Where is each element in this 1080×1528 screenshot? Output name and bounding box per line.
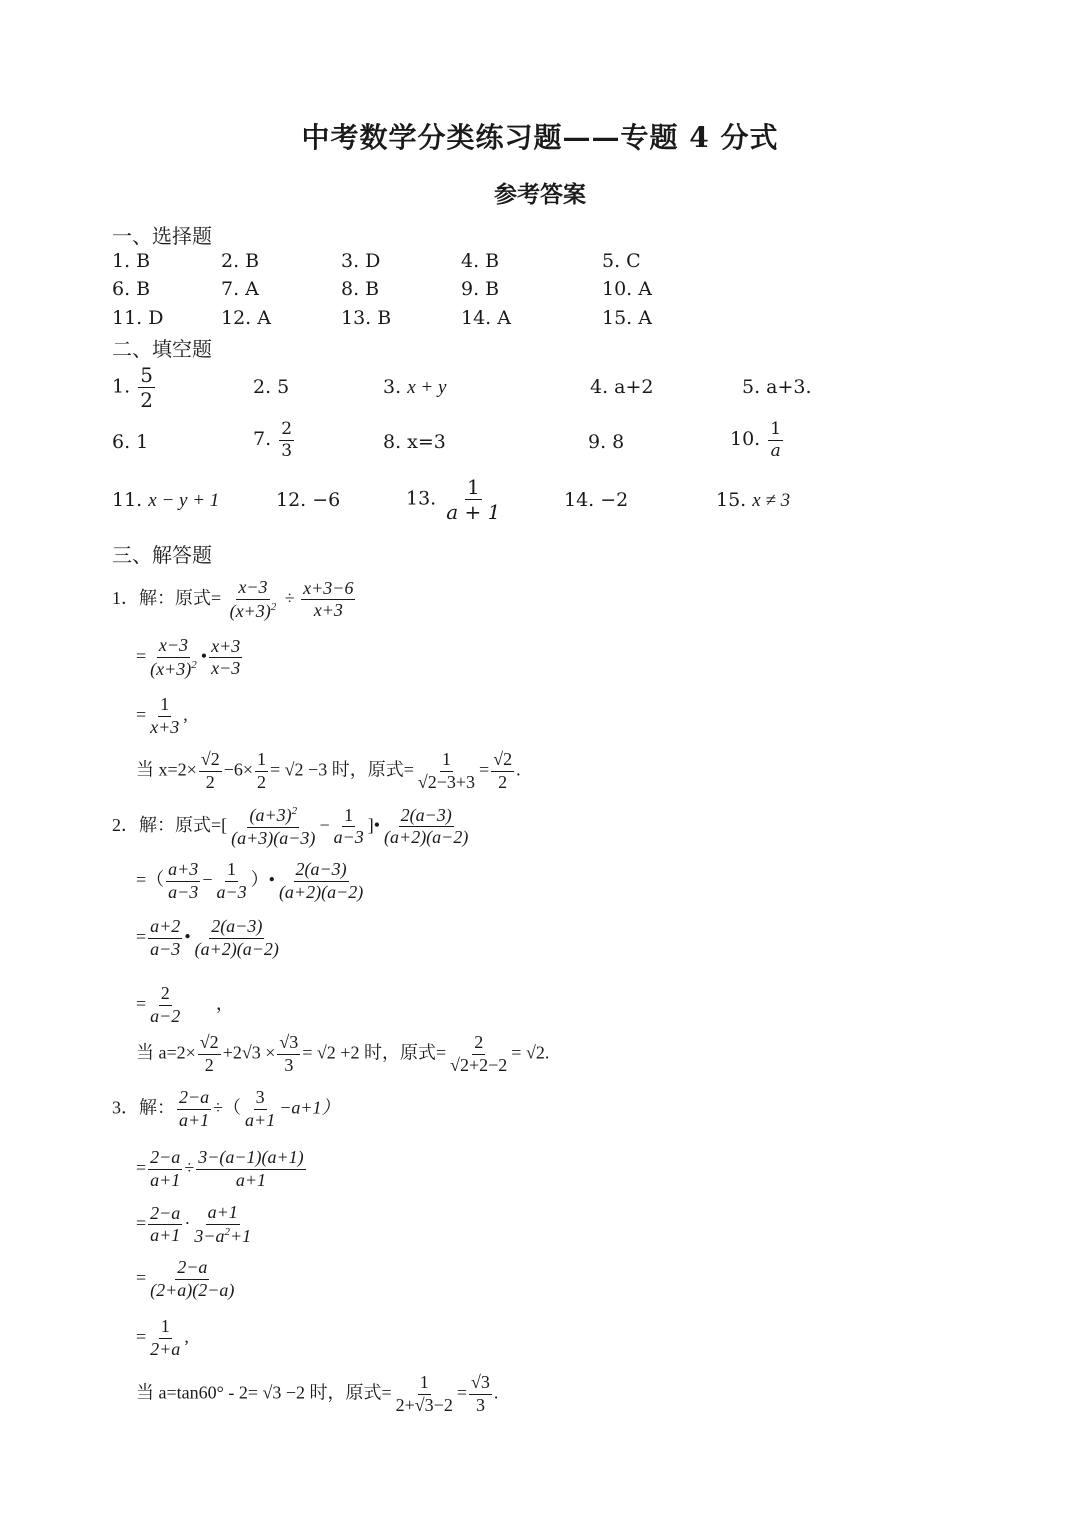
fill-answer-12: 12. −6 bbox=[276, 489, 341, 511]
p2-line4: = $\frac{2}{a-2}$ ， bbox=[136, 983, 234, 1026]
p1-line2: = $\frac{x-3}{(x+3)^2}$ • $\frac{x+3}{x-3}$ bbox=[136, 635, 241, 679]
choice-answer-10: 10. A bbox=[602, 278, 652, 300]
fill-answer-7: 7. $\frac{2}{3}$ bbox=[253, 419, 293, 461]
choice-answer-2: 2. B bbox=[221, 250, 260, 272]
fill-answer-3: 3. x + y bbox=[383, 376, 447, 398]
p3-line4: = $\frac{2-a}{(2+a)(2-a)}$ bbox=[136, 1257, 235, 1300]
fill-answer-8: 8. x=3 bbox=[383, 431, 446, 453]
fill-answer-11: 11. x − y + 1 bbox=[112, 489, 220, 511]
page-title: 中考数学分类练习题——专题 4 分式 bbox=[301, 121, 779, 154]
fill-answer-14: 14. −2 bbox=[564, 489, 629, 511]
fill-answer-4: 4. a+2 bbox=[590, 376, 654, 398]
choice-answer-8: 8. B bbox=[341, 278, 380, 300]
choice-answer-15: 15. A bbox=[602, 307, 652, 329]
fill-answer-13: 13. $\frac{1}{a + 1}$ bbox=[406, 475, 501, 524]
fill-answer-10: 10. $\frac{1}{a}$ bbox=[730, 419, 782, 461]
fill-answer-9: 9. 8 bbox=[588, 431, 625, 453]
section1-heading: 一、选择题 bbox=[112, 224, 212, 248]
choice-answer-11: 11. D bbox=[112, 307, 164, 329]
p2-line1: 2．解：原式=[ $\frac{(a+3)^2}{(a+3)(a-3)}$ − $\frac{1}{a-3}$ ]• $\frac{2(a-3)}{(a+2)(a-2)}$ bbox=[112, 804, 469, 848]
page-subtitle: 参考答案 bbox=[494, 181, 586, 208]
p2-condition: 当 a=2× $\frac{√2}{2}$ +2√3 × $\frac{√3}{3}$ = √2 +2 时，原式= $\frac{2}{√2+2-2}$ = √2. bbox=[136, 1032, 550, 1075]
p3-line2: = $\frac{2-a}{a+1}$ ÷ $\frac{3-(a-1)(a+1)}{a+1}$ bbox=[136, 1147, 304, 1190]
fill-answer-2: 2. 5 bbox=[253, 376, 290, 398]
fill-answer-15: 15. x ≠ 3 bbox=[716, 489, 791, 511]
p3-line1: 3．解： $\frac{2-a}{a+1}$ ÷（ $\frac{3}{a+1}$ −a+1） bbox=[112, 1087, 340, 1130]
fill-answer-1: 1. $\frac{5}{2}$ bbox=[112, 363, 153, 412]
section3-heading: 三、解答题 bbox=[112, 543, 212, 567]
choice-answer-6: 6. B bbox=[112, 278, 151, 300]
p3-condition: 当 a=tan60° - 2= √3 −2 时，原式= $\frac{1}{2+√3-2}$ = $\frac{√3}{3}$ . bbox=[136, 1372, 499, 1415]
p2-line2: =（ $\frac{a+3}{a-3}$ − $\frac{1}{a-3}$ ）• $\frac{2(a-3)}{(a+2)(a-2)}$ bbox=[136, 859, 364, 902]
choice-answer-1: 1. B bbox=[112, 250, 151, 272]
p3-line5: = $\frac{1}{2+a}$ , bbox=[136, 1316, 189, 1359]
choice-answer-9: 9. B bbox=[461, 278, 500, 300]
section2-heading: 二、填空题 bbox=[112, 337, 212, 361]
fill-answer-6: 6. 1 bbox=[112, 431, 149, 453]
p2-line3: = $\frac{a+2}{a-3}$ • $\frac{2(a-3)}{(a+2)(a-2)}$ bbox=[136, 916, 279, 959]
fill-answer-5: 5. a+3. bbox=[742, 376, 812, 398]
choice-answer-4: 4. B bbox=[461, 250, 500, 272]
choice-answer-3: 3. D bbox=[341, 250, 381, 272]
choice-answer-14: 14. A bbox=[461, 307, 511, 329]
choice-answer-12: 12. A bbox=[221, 307, 271, 329]
choice-answer-13: 13. B bbox=[341, 307, 392, 329]
p1-line1: 1．解：原式= $\frac{x-3}{(x+3)^2}$ ÷ $\frac{x+3-6}{x+3}$ bbox=[112, 577, 354, 621]
choice-answer-7: 7. A bbox=[221, 278, 259, 300]
p1-condition: 当 x=2× $\frac{√2}{2}$ −6× $\frac{1}{2}$ = √2 −3 时，原式= $\frac{1}{√2-3+3}$ = $\frac{√2}{2}$ . bbox=[136, 749, 521, 792]
p1-line3: = $\frac{1}{x+3}$ , bbox=[136, 694, 188, 737]
p3-line3: = $\frac{2-a}{a+1}$ · $\frac{a+1}{3-a^2+1}$ bbox=[136, 1202, 252, 1246]
choice-answer-5: 5. C bbox=[602, 250, 641, 272]
